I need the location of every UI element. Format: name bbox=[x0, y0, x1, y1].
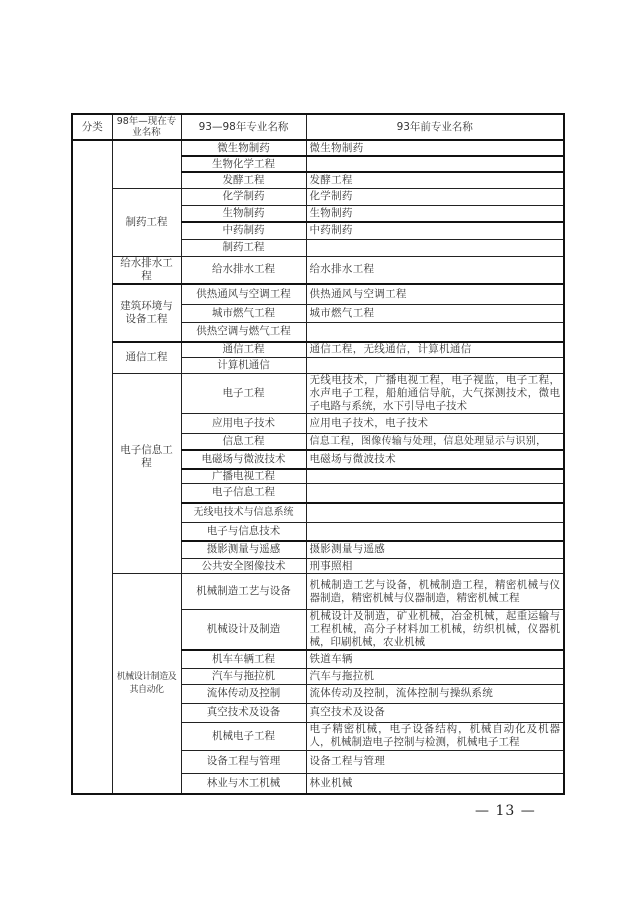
table-header-row bbox=[72, 114, 564, 140]
name-pre93-cell: 机械设计及制造，矿业机械，冶金机械，起重运输与工程机械，高分子材料加工机械，纺织机械，仪器机械，印刷机械，农业机械 bbox=[306, 610, 564, 651]
name-pre93-cell: 中药制药 bbox=[306, 222, 564, 239]
table-row bbox=[72, 574, 564, 610]
name-93-98-cell: 通信工程 bbox=[181, 342, 306, 358]
header-pre93-name: 93年前专业名称 bbox=[306, 114, 564, 140]
name-93-98-cell: 供热空调与燃气工程 bbox=[181, 323, 306, 342]
name-93-98-cell: 无线电技术与信息系统 bbox=[181, 503, 306, 523]
table-row bbox=[72, 374, 564, 414]
name-pre93-cell: 微生物制药 bbox=[306, 140, 564, 156]
name-93-98-cell: 中药制药 bbox=[181, 222, 306, 239]
name-pre93-cell: 生物制药 bbox=[306, 205, 564, 222]
current-name-cell: 给水排水工程 bbox=[112, 256, 181, 284]
name-pre93-cell: 供热通风与空调工程 bbox=[306, 284, 564, 305]
name-93-98-cell: 真空技术及设备 bbox=[181, 703, 306, 722]
name-pre93-cell: 电磁场与微波技术 bbox=[306, 450, 564, 469]
name-93-98-cell: 化学制药 bbox=[181, 188, 306, 205]
name-93-98-cell: 机车车辆工程 bbox=[181, 650, 306, 668]
name-pre93-cell: 摄影测量与遥感 bbox=[306, 541, 564, 559]
name-93-98-cell: 电磁场与微波技术 bbox=[181, 450, 306, 469]
name-93-98-cell: 广播电视工程 bbox=[181, 469, 306, 484]
name-pre93-cell: 城市燃气工程 bbox=[306, 305, 564, 323]
table-row bbox=[72, 188, 564, 205]
name-pre93-cell: 汽车与拖拉机 bbox=[306, 668, 564, 684]
page-number: — 13 — bbox=[475, 803, 536, 819]
category-cell bbox=[72, 140, 112, 794]
name-93-98-cell: 林业与木工机械 bbox=[181, 773, 306, 794]
name-pre93-cell: 给水排水工程 bbox=[306, 256, 564, 284]
table-row bbox=[72, 284, 564, 305]
current-name-cell: 通信工程 bbox=[112, 342, 181, 374]
name-93-98-cell: 供热通风与空调工程 bbox=[181, 284, 306, 305]
name-93-98-cell: 摄影测量与遥感 bbox=[181, 541, 306, 559]
name-pre93-cell: 真空技术及设备 bbox=[306, 703, 564, 722]
name-93-98-cell: 机械电子工程 bbox=[181, 722, 306, 750]
name-93-98-cell: 信息工程 bbox=[181, 434, 306, 450]
header-current-name: 98年—现在专业名称 bbox=[112, 114, 181, 140]
name-pre93-cell bbox=[306, 523, 564, 541]
current-name-cell: 制药工程 bbox=[112, 188, 181, 256]
name-93-98-cell: 汽车与拖拉机 bbox=[181, 668, 306, 684]
name-pre93-cell bbox=[306, 503, 564, 523]
name-pre93-cell: 铁道车辆 bbox=[306, 650, 564, 668]
current-name-cell: 机械设计制造及其自动化 bbox=[112, 574, 181, 795]
name-93-98-cell: 电子工程 bbox=[181, 374, 306, 414]
name-pre93-cell: 机械制造工艺与设备，机械制造工程，精密机械与仪器制造，精密机械与仪器制造，精密机械工程 bbox=[306, 574, 564, 610]
name-pre93-cell: 流体传动及控制，流体控制与操纵系统 bbox=[306, 684, 564, 703]
name-pre93-cell bbox=[306, 358, 564, 374]
name-93-98-cell: 机械制造工艺与设备 bbox=[181, 574, 306, 610]
name-93-98-cell: 公共安全图像技术 bbox=[181, 559, 306, 574]
major-name-table bbox=[71, 113, 565, 795]
current-name-cell bbox=[112, 140, 181, 188]
name-93-98-cell: 微生物制药 bbox=[181, 140, 306, 156]
header-category: 分类 bbox=[72, 114, 112, 140]
name-pre93-cell bbox=[306, 239, 564, 256]
name-93-98-cell: 给水排水工程 bbox=[181, 256, 306, 284]
name-93-98-cell: 生物制药 bbox=[181, 205, 306, 222]
name-pre93-cell: 无线电技术，广播电视工程，电子视监，电子工程，水声电子工程，船舶通信导航，大气探测技术，微电子电路与系统，水下引导电子技术 bbox=[306, 374, 564, 414]
name-93-98-cell: 电子与信息技术 bbox=[181, 523, 306, 541]
name-93-98-cell: 城市燃气工程 bbox=[181, 305, 306, 323]
current-name-cell: 建筑环境与设备工程 bbox=[112, 284, 181, 342]
name-pre93-cell: 通信工程，无线通信，计算机通信 bbox=[306, 342, 564, 358]
header-93-98-name: 93—98年专业名称 bbox=[181, 114, 306, 140]
current-name-cell: 电子信息工程 bbox=[112, 374, 181, 574]
name-pre93-cell: 发酵工程 bbox=[306, 172, 564, 188]
name-pre93-cell: 信息工程，图像传输与处理，信息处理显示与识别， bbox=[306, 434, 564, 450]
name-pre93-cell bbox=[306, 469, 564, 484]
name-93-98-cell: 制药工程 bbox=[181, 239, 306, 256]
name-pre93-cell: 应用电子技术，电子技术 bbox=[306, 414, 564, 434]
table-row bbox=[72, 256, 564, 284]
name-pre93-cell: 设备工程与管理 bbox=[306, 750, 564, 773]
name-pre93-cell bbox=[306, 323, 564, 342]
name-93-98-cell: 设备工程与管理 bbox=[181, 750, 306, 773]
table-row bbox=[72, 140, 564, 156]
name-pre93-cell: 电子精密机械，电子设备结构，机械自动化及机器人，机械制造电子控制与检测，机械电子工程 bbox=[306, 722, 564, 750]
name-93-98-cell: 机械设计及制造 bbox=[181, 610, 306, 651]
name-pre93-cell: 林业机械 bbox=[306, 773, 564, 794]
table-row bbox=[72, 342, 564, 358]
name-93-98-cell: 发酵工程 bbox=[181, 172, 306, 188]
name-93-98-cell: 流体传动及控制 bbox=[181, 684, 306, 703]
name-93-98-cell: 生物化学工程 bbox=[181, 156, 306, 172]
name-pre93-cell: 刑事照相 bbox=[306, 559, 564, 574]
name-pre93-cell: 化学制药 bbox=[306, 188, 564, 205]
name-93-98-cell: 电子信息工程 bbox=[181, 484, 306, 503]
name-pre93-cell bbox=[306, 484, 564, 503]
name-93-98-cell: 应用电子技术 bbox=[181, 414, 306, 434]
name-pre93-cell bbox=[306, 156, 564, 172]
name-93-98-cell: 计算机通信 bbox=[181, 358, 306, 374]
